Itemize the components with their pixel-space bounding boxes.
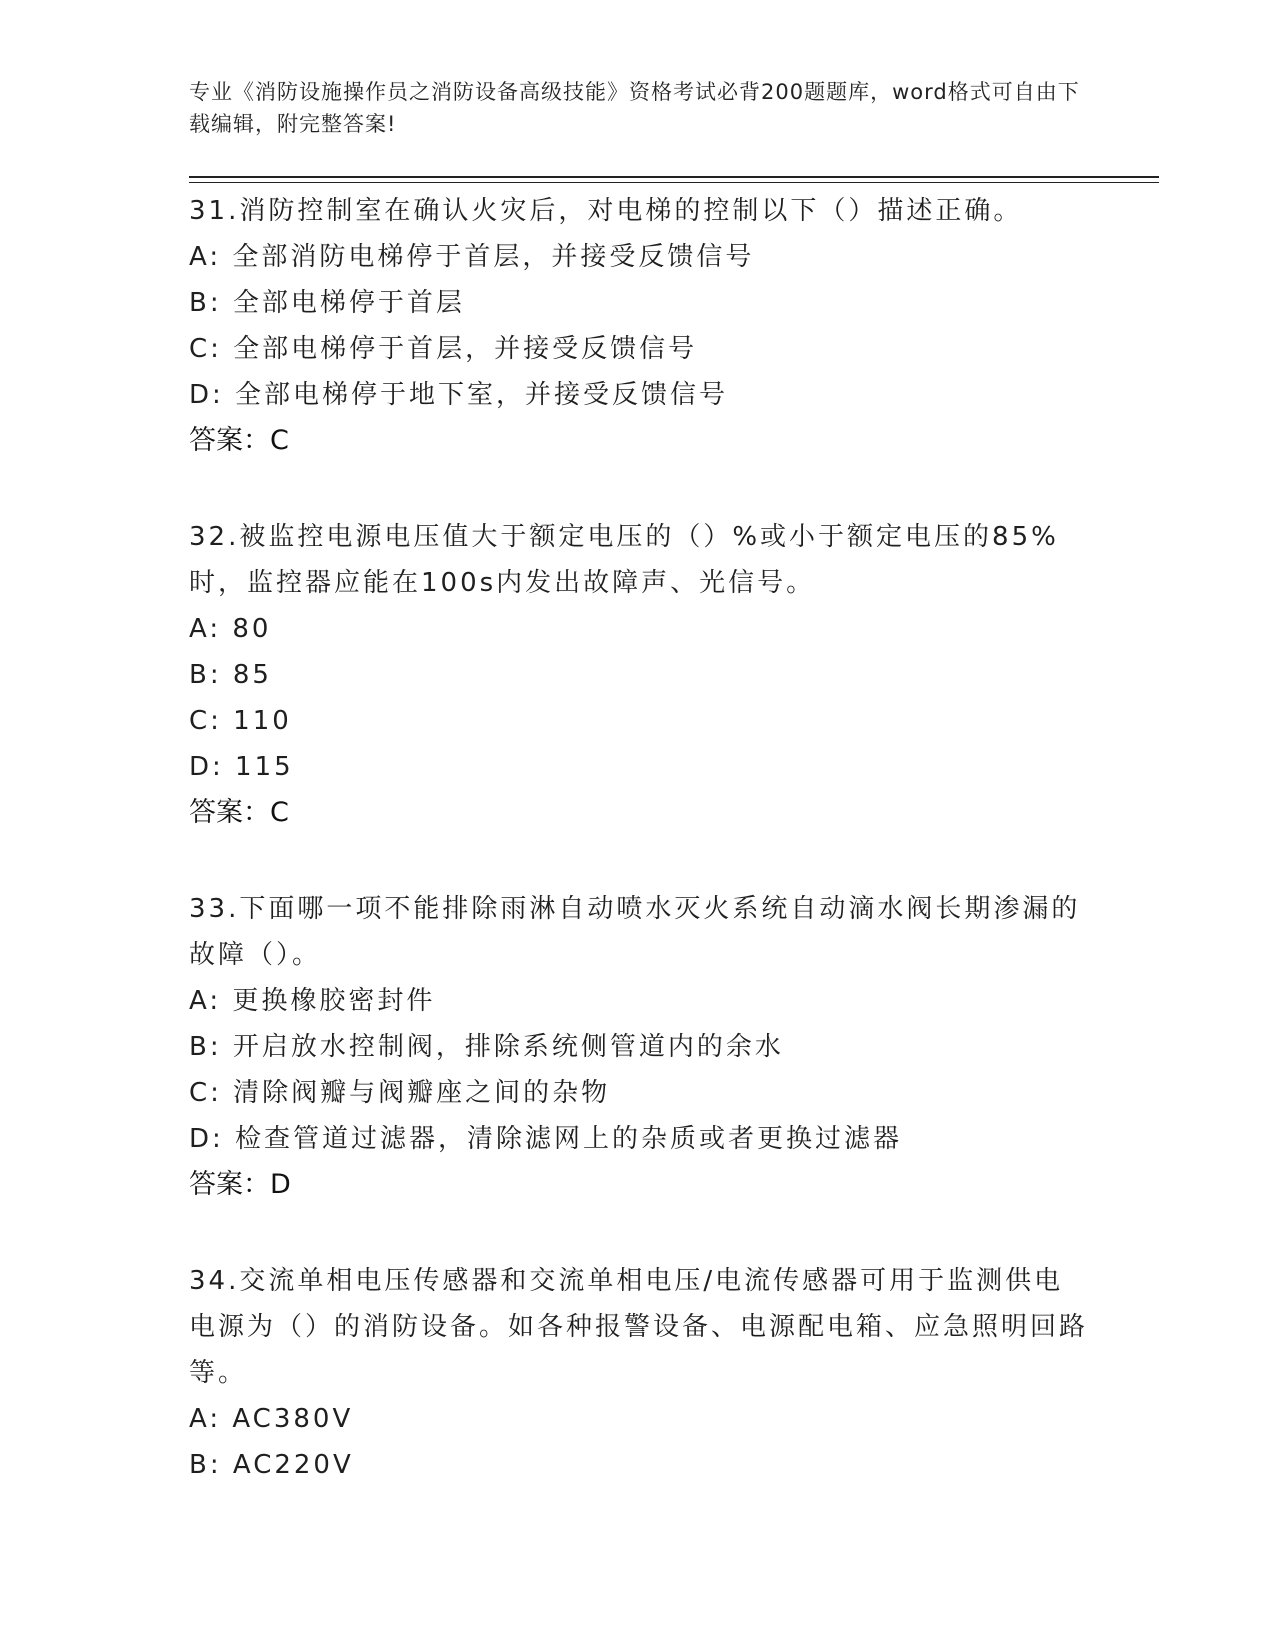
question-stem: 34.交流单相电压传感器和交流单相电压/电流传感器可用于监测供电电源为（）的消防设备。如各种报警设备、电源配电箱、应急照明回路等。: [189, 1266, 1089, 1388]
option-b: B: 开启放水控制阀，排除系统侧管道内的余水: [189, 1032, 784, 1062]
header-divider-thin: [189, 182, 1159, 183]
option-c: C: 110: [189, 706, 292, 736]
answer-line: 答案：C: [189, 797, 289, 828]
question-34: [189, 1258, 1089, 1488]
header-divider-thick: [189, 176, 1159, 178]
answer-line: 答案：D: [189, 1169, 291, 1200]
option-a: A: 80: [189, 614, 272, 644]
question-31: [189, 188, 1089, 464]
option-c: C: 全部电梯停于首层，并接受反馈信号: [189, 334, 698, 364]
question-list: [189, 188, 1089, 1538]
option-a: A: AC380V: [189, 1404, 354, 1434]
option-a: A: 更换橡胶密封件: [189, 986, 436, 1016]
question-stem: 31.消防控制室在确认火灾后，对电梯的控制以下（）描述正确。: [189, 196, 1023, 226]
option-d: D: 全部电梯停于地下室，并接受反馈信号: [189, 380, 729, 410]
document-header: 专业《消防设施操作员之消防设备高级技能》资格考试必背200题题库，word格式可自由下载编辑，附完整答案!: [189, 80, 1080, 136]
option-d: D: 检查管道过滤器，清除滤网上的杂质或者更换过滤器: [189, 1124, 903, 1154]
question-32: [189, 514, 1089, 836]
option-a: A: 全部消防电梯停于首层，并接受反馈信号: [189, 242, 755, 272]
option-c: C: 清除阀瓣与阀瓣座之间的杂物: [189, 1078, 611, 1108]
option-d: D: 115: [189, 752, 294, 782]
option-b: B: AC220V: [189, 1450, 354, 1480]
option-b: B: 全部电梯停于首层: [189, 288, 465, 318]
option-b: B: 85: [189, 660, 272, 690]
answer-line: 答案：C: [189, 425, 289, 456]
question-stem: 33.下面哪一项不能排除雨淋自动喷水灭火系统自动滴水阀长期渗漏的故障（）。: [189, 894, 1081, 970]
question-33: [189, 886, 1089, 1208]
question-stem: 32.被监控电源电压值大于额定电压的（）%或小于额定电压的85%时，监控器应能在100s内发出故障声、光信号。: [189, 522, 1059, 598]
